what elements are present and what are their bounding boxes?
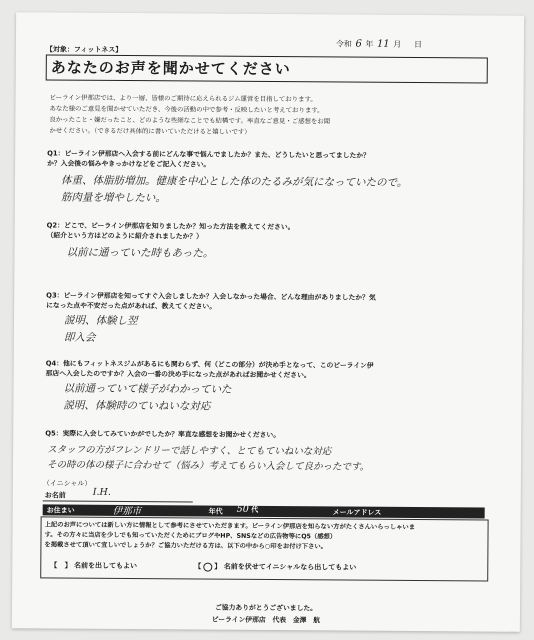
question-4-line-2: 那店へ入会したのですか？入会の一番の決め手になった点があればお聞かせください。 [45,369,311,380]
answer-5-line-2: その時の体の様子に合わせて（悩み）考えてもらい入会して良かったです。 [46,459,370,473]
option-bracket-right: 】 [64,561,72,570]
permission-note [44,520,486,553]
answer-2[interactable] [66,245,213,263]
answer-1-line-1: 体重、体脂肪増加。健康を中心とした体のたるみが気になっていたので。 [60,174,408,189]
answer-3[interactable] [64,313,138,348]
closing-signature: ビーライン伊那店 代表 金澤 航 [211,615,321,625]
answer-3-line-1: 説明、体験し翌 [63,314,138,328]
intro-text [49,92,489,139]
address-label: お住まい [46,506,75,515]
answer-5-line-1: スタッフの方がフレンドリーで話しやすく、とてもていねいな対応 [47,444,332,458]
intro-line: ビーライン伊那店では、より一層、皆様のご期待に応えられるジム運営を目指しております。 [49,93,317,104]
note-line: 上記のお声については新しい方に情報として参考にさせていただきます。ビーライン伊那店を知らない方がたくさんいらっしゃいま [44,521,416,532]
era: 令和 [335,39,352,49]
question-4-line-1: Q4：他にもフィットネスジムがあるにも関わらず、何（どこの部分）が決め手となって、このビーライン伊 [45,359,374,370]
answer-4-line-2: 説明、体験時のていねいな対応 [63,399,211,413]
age-unit: 代 [251,505,259,514]
option-initial-ok-label: 名前を伏せてイニシャルなら出してもよい [223,562,357,572]
answer-3-line-2: 即入会 [63,331,96,344]
option-initial-ok[interactable] [194,561,356,572]
question-3 [46,290,376,312]
name-label: お名前 [44,491,66,500]
age-field[interactable] [237,504,259,515]
page-title: あなたのお声を聞かせてください [46,54,488,83]
option-bracket-left: 【 [50,561,58,570]
question-4 [46,358,374,380]
email-label: メールアドレス [332,508,382,517]
year-unit: 年 [365,39,374,49]
note-line: す。その方々に当店を少しでも知っていただくためにブログやHP、SNSなどの広告物等にQ5（感想） [44,531,337,541]
option-name-ok[interactable] [50,560,137,571]
answer-4[interactable] [63,381,231,416]
name-value: I.H. [92,486,111,498]
address-value: 伊那市 [112,505,142,518]
name-row [45,490,66,500]
option-bracket-right: 】 [214,562,222,571]
question-3-line-2: になった点や不安だった点があれば、教えてください。 [46,301,217,311]
month-value: 11 [376,38,390,50]
answer-5[interactable] [47,442,369,474]
option-name-ok-label: 名前を出してもよい [74,561,138,571]
target-label: 【対象：フィットネス】 [45,45,123,54]
month-unit: 月 [393,39,402,49]
age-label: 年代 [208,507,223,516]
answer-4-line-1: 以前通っていて様子がわかっていた [63,382,232,396]
note-line: を掲載させて頂いて宜しいでしょうか？ご協力いただける方は、以下の中から○印をお付け下さい。 [44,541,328,551]
circle-mark-icon [203,562,212,571]
question-5-line-1: Q5：実際に入会してみていかがでしたか？率直な感想をお聞かせください。 [45,429,281,440]
question-2 [47,220,295,242]
closing-thanks: ご協力ありがとうございました。 [214,603,317,613]
question-3-line-1: Q3：ビーライン伊那店を知ってすぐ入会しましたか？入会しなかった場合、どんな理由がありましたか？気 [46,291,376,302]
name-field[interactable] [93,487,111,498]
answer-1-line-2: 筋肉量を増やしたい。 [60,191,166,205]
question-5 [45,428,280,440]
question-2-line-2: （紹介という方はどのように紹介されましたか？） [46,231,203,241]
address-field[interactable] [113,503,142,517]
survey-sheet [12,12,524,632]
intro-line: 良かったこと・嫌だったこと、どのような些細なことでも結構です。率直なご意見・ご感想をお聞 [49,115,331,126]
day-unit: 日 [413,40,422,50]
year-value: 6 [355,38,362,50]
question-1-line-2: か？入会後の悩みやきっかけなどをご記入ください。 [47,159,211,169]
answer-2-line-1: 以前に通っていた時もあった。 [66,246,214,260]
age-value: 50 [236,503,249,515]
question-1 [47,148,370,170]
question-2-line-1: Q2：どこで、ビーライン伊那店を知りましたか？知った方法を教えてください。 [46,221,295,232]
question-1-line-1: Q1：ビーライン伊那店へ入会する前にどんな事で悩んでましたか？また、どうしたいと思ってましたか？ [47,149,370,160]
initial-note: （イニシャル） [42,479,92,488]
answer-1[interactable] [61,173,408,209]
intro-line: かせください。（できるだけ具体的に書いていただけると嬉しいです） [49,126,251,136]
date-line [336,38,422,50]
option-bracket-left: 【 [194,562,202,571]
intro-line: あなた様のご意見を聞かせていただき、今後の活動の中で参考・反映したいと考えております。 [49,104,324,115]
